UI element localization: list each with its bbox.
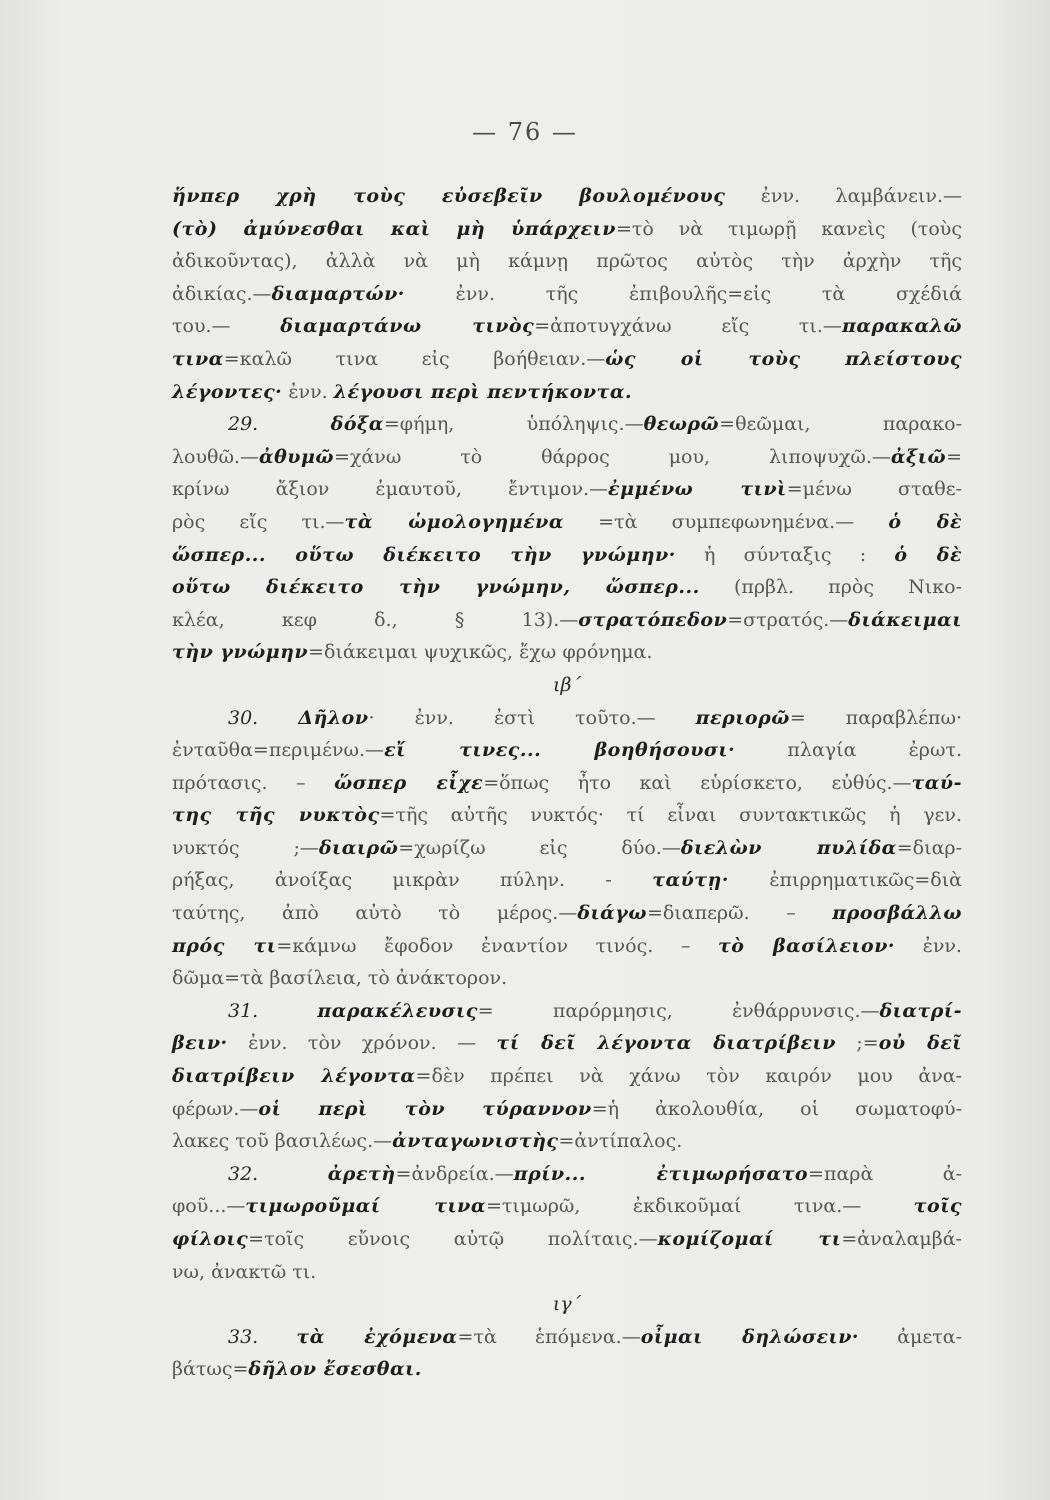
headword: ἐμμένω τινὶ — [608, 478, 787, 501]
headword: διαιρῶ — [318, 836, 399, 859]
headword: ὁ δὲ — [888, 510, 962, 533]
headword: τὰ ἐχόμενα — [296, 1325, 458, 1348]
gloss-text: =διαπερῶ. – — [646, 902, 833, 925]
gloss-text: · ἐνν. ἐστὶ τοῦτο.— — [368, 706, 696, 729]
gloss-text: =κάμνω ἔφοδον ἐναντίον τινός. – — [276, 934, 718, 957]
gloss-text: ;= — [835, 1032, 879, 1055]
gloss-text: ἐνν. — [895, 934, 962, 957]
gloss-text: =τῆς αὐτῆς νυκτός· τί εἶναι συντακτικῶς ἡ γεν. — [379, 804, 962, 827]
gloss-text: ἐνν. λαμβάνειν.— — [725, 185, 962, 207]
gloss-text: πρότασις. – — [172, 771, 335, 794]
gloss-text: φοῦ...— — [172, 1195, 246, 1218]
text-line — [172, 1223, 962, 1256]
gloss-text: = — [946, 445, 962, 468]
headword: πρίν... ἐτιμωρήσατο — [513, 1162, 809, 1185]
text-line — [172, 767, 962, 800]
gloss-text: ταύτης, ἀπὸ αὐτὸ τὸ μέρος.— — [172, 902, 578, 925]
gloss-text: =καλῶ τινα εἰς βοήθειαν.— — [223, 347, 606, 370]
gloss-text: νω, ἀνακτῶ τι. — [172, 1260, 317, 1283]
gloss-text: =τὸ νὰ τιμωρῇ κανεὶς (τοὺς — [615, 217, 962, 240]
text-line — [172, 1256, 962, 1289]
headword: βειν· — [172, 1032, 228, 1055]
gloss-text — [258, 1000, 317, 1022]
gloss-text: =διάκειμαι ψυχικῶς, ἔχω φρόνημα. — [308, 641, 653, 664]
text-line — [172, 962, 962, 995]
headword: περιορῶ — [695, 706, 790, 729]
gloss-text: =στρατός.— — [727, 608, 849, 631]
text-line — [172, 832, 962, 865]
headword: λέγοντες· — [172, 380, 283, 403]
headword: ταύ- — [911, 771, 962, 794]
headword: ὡς οἱ τοὺς πλείστους — [605, 347, 962, 370]
headword: πρός τι — [172, 934, 277, 957]
gloss-text: ρὸς εἴς τι.— — [172, 510, 345, 533]
gloss-text: =μένω σταθε- — [786, 478, 962, 501]
gloss-text: =θεῶμαι, παρακο- — [719, 413, 962, 436]
headword: ὥσπερ εἶχε — [334, 771, 484, 794]
headword: της τῆς νυκτὸς — [172, 804, 380, 827]
headword: διατρί- — [879, 999, 962, 1022]
headword: προσβάλλω — [832, 902, 962, 925]
gloss-text: =χωρίζω εἰς δύο.— — [398, 836, 681, 859]
gloss-text: κρίνω ἄξιον ἐμαυτοῦ, ἔντιμον.— — [172, 478, 609, 501]
section-marker — [172, 1288, 962, 1321]
text-line — [172, 245, 962, 278]
gloss-text: =τοῖς εὔνοις αὐτῷ πολίταις.— — [248, 1228, 658, 1250]
headword: ἀνταγωνιστὴς — [392, 1130, 559, 1153]
text-line — [172, 1353, 962, 1386]
gloss-text: =τὰ συμπεφωνημένα.— — [564, 510, 889, 533]
gloss-text: βάτως= — [172, 1358, 249, 1381]
gloss-text: ἀδικίας.— — [172, 282, 272, 305]
gloss-text: ρήξας, ἀνοίξας μικρὰν πύλην. - — [172, 869, 653, 892]
section-number: ιγ´ — [552, 1293, 582, 1316]
gloss-text: =ὅπως ἦτο καὶ εὑρίσκετο, εὐθύς.— — [483, 771, 912, 794]
headword: διελὼν πυλίδα — [680, 836, 897, 859]
text-line — [172, 799, 962, 832]
headword: εἴ τινες... βοηθήσουσι· — [384, 739, 736, 762]
section-number: 33. — [228, 1325, 259, 1348]
gloss-text: = παρόρμησις, ἐνθάρρυνσις.— — [477, 999, 880, 1022]
text-line — [172, 180, 962, 213]
gloss-text: =ἀνδρεία.— — [395, 1162, 514, 1185]
text-line — [172, 278, 962, 311]
gloss-text — [258, 413, 330, 435]
gloss-text: δῶμα=τὰ βασίλεια, τὸ ἀνάκτορον. — [172, 967, 508, 990]
gloss-text: =τιμωρῶ, ἐκδικοῦμαί τινα.— — [485, 1195, 914, 1218]
text-line — [172, 408, 962, 441]
headword: ὁ δὲ — [894, 543, 962, 566]
text-line — [172, 310, 962, 343]
headword: παρακέλευσις — [317, 999, 478, 1022]
text-line — [172, 864, 962, 897]
headword: οὐ δεῖ — [878, 1032, 963, 1055]
gloss-text: =ἀποτυγχάνω εἴς τι.— — [534, 315, 842, 338]
headword: οἱ περὶ τὸν τύραννον — [258, 1097, 592, 1120]
section-marker — [172, 669, 962, 702]
gloss-text: ἀμετα- — [859, 1325, 962, 1348]
gloss-text: =δὲν πρέπει νὰ χάνω τὸν καιρόν μου ἀνα- — [415, 1065, 962, 1088]
gloss-text: λουθῶ.— — [172, 445, 260, 468]
gloss-text: νυκτός ;— — [172, 836, 319, 859]
text-line — [172, 1190, 962, 1223]
gloss-text: ἐνταῦθα=περιμένω.— — [172, 739, 385, 762]
text-line — [172, 897, 962, 930]
headword: τὰ ὡμολογημένα — [344, 510, 564, 533]
headword: ἀθυμῶ — [259, 445, 334, 468]
headword: ὥσπερ... οὕτω διέκειτο τὴν γνώμην· — [172, 543, 676, 566]
text-line — [172, 343, 962, 376]
gloss-text: =παρὰ ἀ- — [808, 1162, 962, 1185]
text-line — [172, 995, 962, 1028]
text-line — [172, 1321, 962, 1354]
gloss-text: φέρων.— — [172, 1097, 259, 1120]
gloss-text: ἀδικοῦντας), ἀλλὰ νὰ μὴ κάμνῃ πρῶτος αὐτὸς τὴν ἀρχὴν τῆς — [172, 250, 962, 273]
gloss-text: =ἡ ἀκολουθία, οἱ σωματοφύ- — [591, 1097, 962, 1120]
section-number: ιβ´ — [553, 673, 581, 696]
text-line — [172, 539, 962, 572]
text-line — [172, 636, 962, 669]
text-line — [172, 702, 962, 735]
text-line — [172, 1027, 962, 1060]
headword: ταύτῃ· — [652, 869, 729, 892]
section-number: 30. — [228, 706, 259, 729]
text-line — [172, 604, 962, 637]
headword: κομίζομαί τι — [657, 1228, 842, 1250]
gloss-text: (πρβλ. πρὸς Νικο- — [699, 576, 962, 599]
gloss-text: πλαγία ἐρωτ. — [735, 739, 963, 762]
gloss-text: του.— — [172, 315, 281, 338]
headword: διατρίβειν λέγοντα — [172, 1065, 416, 1088]
text-line — [172, 473, 962, 506]
headword: λέγουσι περὶ πεντήκοντα. — [333, 380, 633, 403]
headword: ἀρετὴ — [327, 1162, 396, 1185]
gloss-text: =τὰ ἑπόμενα.— — [457, 1325, 641, 1348]
gloss-text — [258, 1326, 296, 1348]
gloss-text: ἐπιρρηματικῶς=διὰ — [729, 869, 962, 892]
text-line — [172, 734, 962, 767]
gloss-text: =ἀντίπαλος. — [558, 1130, 683, 1153]
headword: τί δεῖ λέγοντα διατρίβειν — [496, 1032, 836, 1055]
gloss-text: ἐνν. — [282, 380, 334, 403]
section-number: 31. — [228, 999, 259, 1022]
gloss-text: ἐνν. τῆς ἐπιβουλῆς=εἰς τὰ σχέδιά — [404, 282, 962, 305]
headword: τιμωροῦμαί τινα — [245, 1195, 486, 1218]
headword: στρατόπεδον — [578, 608, 728, 631]
gloss-text: ἐνν. τὸν χρόνον. — — [227, 1032, 497, 1055]
text-line — [172, 930, 962, 963]
headword: ἀξιῶ — [890, 445, 947, 468]
gloss-text: =ἀναλαμβά- — [841, 1228, 962, 1250]
text-line — [172, 1093, 962, 1126]
page-number: — 76 — — [472, 118, 578, 146]
gloss-text: λακες τοῦ βασιλέως.— — [172, 1130, 393, 1153]
headword: τινα — [172, 347, 224, 370]
headword: τὸ βασίλειον· — [717, 934, 896, 957]
text-line — [172, 571, 962, 604]
section-number: 32. — [228, 1162, 259, 1185]
text-line — [172, 1158, 962, 1191]
headword: δόξα — [330, 413, 384, 436]
text-line — [172, 441, 962, 474]
headword: θεωρῶ — [643, 413, 720, 436]
headword: οἶμαι δηλώσειν· — [640, 1325, 860, 1348]
gloss-text: κλέα, κεφ δ., § 13).— — [172, 608, 579, 631]
gloss-text — [258, 707, 298, 729]
gloss-text: =διαρ- — [896, 836, 962, 859]
headword: διάγω — [577, 902, 647, 925]
headword: διαμαρτάνω τινὸς — [280, 315, 535, 338]
headword: οὕτω διέκειτο τὴν γνώμην, ὥσπερ... — [172, 576, 700, 599]
gloss-text: =φήμη, ὑπόληψις.— — [383, 413, 644, 436]
text-line — [172, 213, 962, 246]
headword: διαμαρτών· — [271, 282, 405, 305]
headword: φίλοις — [172, 1228, 249, 1250]
headword: Δῆλον — [298, 706, 369, 729]
text-line — [172, 1125, 962, 1158]
text-line — [172, 506, 962, 539]
headword: ἥνπερ χρὴ τοὺς εὐσεβεῖν βουλομένους — [172, 185, 726, 207]
gloss-text: =χάνω τὸ θάρρος μου, λιποψυχῶ.— — [334, 445, 891, 468]
headword: (τὸ) ἀμύνεσθαι καὶ μὴ ὑπάρχειν — [172, 217, 616, 240]
gloss-text: ἡ σύνταξις : — [675, 543, 895, 566]
commentary-text — [172, 180, 962, 1386]
headword: τὴν γνώμην — [172, 641, 309, 664]
text-line — [172, 376, 962, 409]
headword: παρακαλῶ — [841, 315, 962, 338]
headword: τοῖς — [913, 1195, 962, 1218]
text-line — [172, 1060, 962, 1093]
headword: δῆλον ἔσεσθαι. — [248, 1358, 422, 1381]
section-number: 29. — [228, 413, 259, 436]
headword: διάκειμαι — [848, 608, 962, 631]
gloss-text — [258, 1163, 327, 1185]
gloss-text: = παραβλέπω· — [789, 706, 962, 729]
